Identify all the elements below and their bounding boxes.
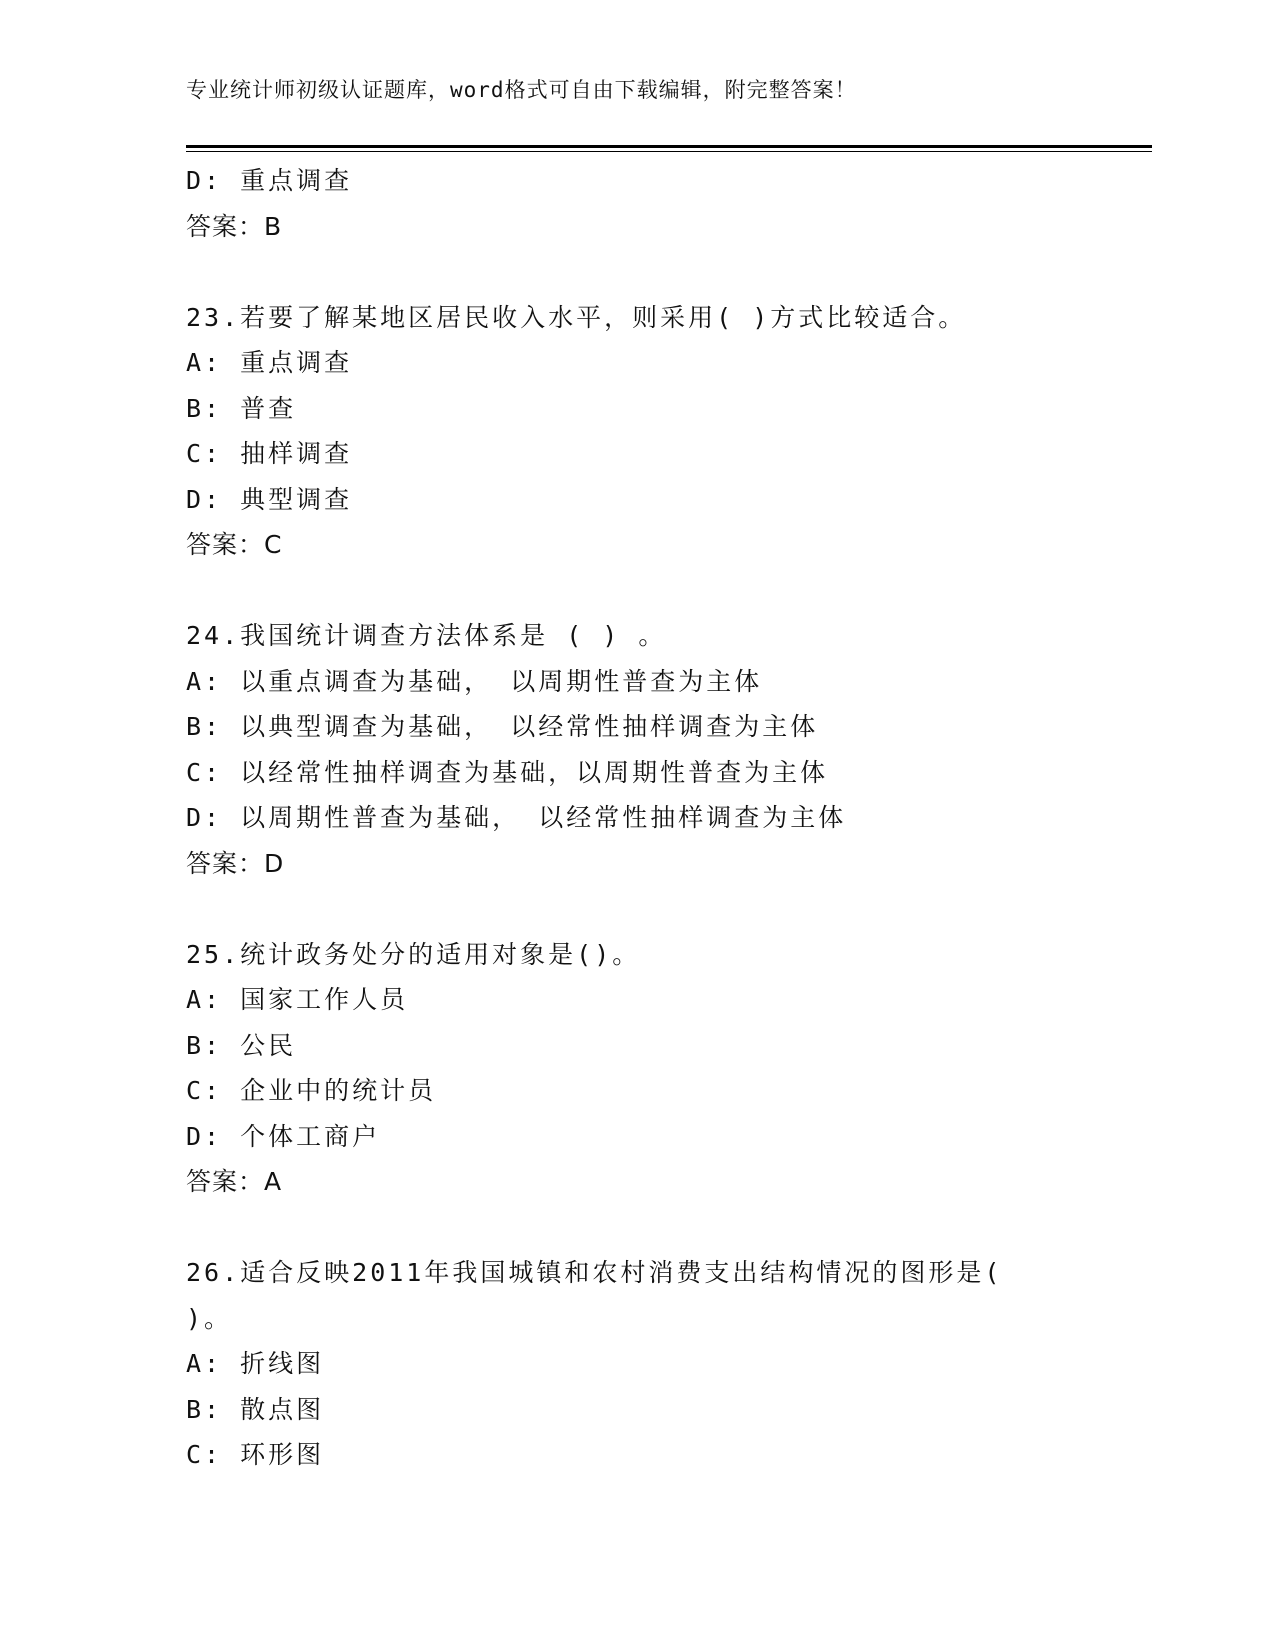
- question-title: 24.我国统计调查方法体系是 ( ) 。: [186, 621, 667, 650]
- option-b: B: 普查: [186, 393, 297, 423]
- question-title-line-1: 26.适合反映2011年我国城镇和农村消费支出结构情况的图形是(: [186, 1258, 1003, 1287]
- page-header: 专业统计师初级认证题库，word格式可自由下载编辑，附完整答案！: [186, 78, 857, 102]
- question-24: [186, 613, 1086, 886]
- question-title-line-2: )。: [186, 1303, 233, 1333]
- option-c: C: 环形图: [186, 1440, 325, 1469]
- option-a: A: 国家工作人员: [186, 985, 409, 1014]
- option-b: B: 散点图: [186, 1394, 325, 1424]
- question-26: [186, 1250, 1086, 1478]
- question-title: 25.统计政务处分的适用对象是()。: [186, 939, 641, 969]
- option-b: B: 以典型调查为基础， 以经常性抽样调查为主体: [186, 712, 819, 741]
- question-23: [186, 295, 1086, 568]
- answer: 答案：D: [186, 848, 285, 878]
- question-title: 23.若要了解某地区居民收入水平，则采用( )方式比较适合。: [186, 302, 967, 332]
- option-c: C: 企业中的统计员: [186, 1076, 437, 1105]
- option-d: D: 以周期性普查为基础， 以经常性抽样调查为主体: [186, 803, 847, 832]
- answer: 答案：A: [186, 1167, 283, 1196]
- carryover-block: [186, 158, 1086, 249]
- option-d: D: 个体工商户: [186, 1121, 381, 1151]
- header-rule-thick: [186, 145, 1152, 148]
- option-a: A: 以重点调查为基础， 以周期性普查为主体: [186, 666, 763, 696]
- option-d: D: 重点调查: [186, 166, 353, 195]
- answer: 答案：B: [186, 211, 283, 241]
- option-c: C: 以经常性抽样调查为基础，以周期性普查为主体: [186, 757, 829, 787]
- option-a: A: 重点调查: [186, 348, 353, 377]
- option-b: B: 公民: [186, 1030, 297, 1060]
- option-a: A: 折线图: [186, 1349, 325, 1378]
- question-list: [186, 158, 1086, 1478]
- option-c: C: 抽样调查: [186, 439, 353, 468]
- option-d: D: 典型调查: [186, 484, 353, 514]
- question-25: [186, 932, 1086, 1205]
- header-rule-thin: [186, 151, 1152, 152]
- answer: 答案：C: [186, 530, 283, 559]
